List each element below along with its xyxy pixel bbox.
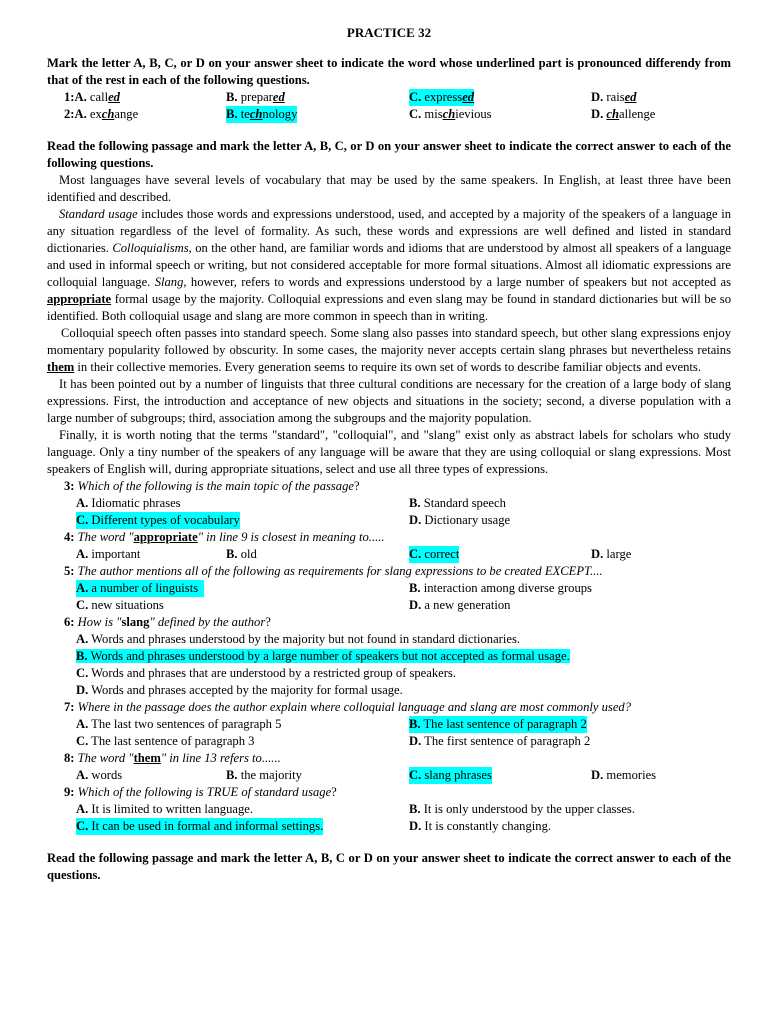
- q3-options-row1: A. Idiomatic phrases B. Standard speech: [76, 496, 506, 510]
- q5-answer-a: A. a number of linguists: [76, 580, 204, 597]
- paragraph-3: Colloquial speech often passes into standard speech. Some slang also passes into standard speech, but other slang expressions enjoy momentary popularity followed by obscurity. In some cases, the majority never accepts certain slang phrases but nevertheless retains them in their collective memories. Every generation seems to require its own set of words to describe familiar objects and events.: [47, 326, 731, 374]
- q9-options-row2: C. It can be used in formal and informal settings. D. It is constantly changing.: [76, 819, 552, 833]
- q2-number: 2:: [64, 107, 75, 121]
- paragraph-4: It has been pointed out by a number of linguists that three cultural conditions are necessary for the creation of a large body of slang expressions. First, the introduction and acceptance of new objects and situations in the society; second, a diverse population with a large number of subgroups; third, association among the subgroups and the majority population.: [47, 377, 731, 425]
- q8-options: A. words B. the majority C. slang phrases D. memories: [76, 768, 657, 782]
- q7-options-row2: C. The last sentence of paragraph 3 D. The first sentence of paragraph 2: [76, 734, 591, 748]
- question-5: 5: The author mentions all of the following as requirements for slang expressions to be created EXCEPT....: [64, 564, 603, 578]
- question-2: 2:A. exchange B. technology C. mischievious D. challenge: [64, 107, 656, 121]
- q6-answer-b: B. Words and phrases understood by a large number of speakers but not accepted as formal usage.: [76, 649, 570, 663]
- q6-option-b: [47, 648, 731, 665]
- question-4: 4: The word "appropriate" in line 9 is closest in meaning to.....: [64, 530, 385, 544]
- question-9: 9: Which of the following is TRUE of standard usage?: [64, 785, 337, 799]
- q6-option-d: D. Words and phrases accepted by the majority for formal usage.: [76, 683, 403, 697]
- q4-options: A. important B. old C. correct D. large: [76, 547, 632, 561]
- page-title: PRACTICE 32: [346, 25, 432, 40]
- q3-options-row2: C. Different types of vocabulary D. Dictionary usage: [76, 513, 511, 527]
- q4-answer-c: C. correct: [409, 547, 460, 561]
- q9-options-row1: A. It is limited to written language. B. It is only understood by the upper classes.: [76, 802, 635, 816]
- q1-answer-c: C. expressed: [409, 90, 475, 104]
- worksheet-page: [47, 20, 731, 884]
- q5-options-row2: C. new situations D. a new generation: [76, 598, 511, 612]
- q3-answer-c: C. Different types of vocabulary: [76, 513, 240, 527]
- paragraph-1: Most languages have several levels of vocabulary that may be used by the same speakers. In English, at least three have been identified and described.: [47, 173, 731, 204]
- q8-answer-c: C. slang phrases: [409, 768, 492, 782]
- paragraph-2: Standard usage includes those words and expressions understood, used, and accepted by a majority of the speakers of a language in any situation regardless of the level of formality. As such, these words and expressions are well defined and listed in standard dictionaries. Colloquialisms, on the other hand, are familiar words and idioms that are understood by almost all speakers of a language and used in informal speech or writing, but not considered acceptable for more formal situations. Almost all idiomatic expressions are colloquial language. Slang, however, refers to words and expressions understood by a large number of speakers but not accepted as appropriate formal usage by the majority. Colloquial expressions and even slang may be found in standard dictionaries but will be so identified. Both colloquial usage and slang are more common in speech than in writing.: [47, 207, 732, 323]
- q1-number: 1:: [64, 90, 75, 104]
- q9-answer-c: C. It can be used in formal and informal settings.: [76, 819, 324, 833]
- question-1: 1:A. called B. prepared C. expressed D. raised: [64, 90, 637, 104]
- section3-instruction: Read the following passage and mark the letter A, B, C or D on your answer sheet to indicate the correct answer to each of the questions.: [47, 851, 731, 882]
- question-8: 8: The word "them" in line 13 refers to......: [64, 751, 281, 765]
- q6-option-a: A. Words and phrases understood by the majority but not found in standard dictionaries.: [76, 632, 521, 646]
- section2-instruction: Read the following passage and mark the letter A, B, C, or D on your answer sheet to indicate the correct answer to each of the following questions.: [47, 139, 731, 170]
- section1-instruction: Mark the letter A, B, C, or D on your answer sheet to indicate the word whose underlined part is pronounced differendy from that of the rest in each of the following questions.: [47, 56, 731, 87]
- q7-answer-b: B. The last sentence of paragraph 2: [409, 717, 587, 731]
- q5-options-row1: A. a number of linguists B. interaction among diverse groups: [76, 581, 592, 595]
- question-3: 3: Which of the following is the main topic of the passage?: [64, 479, 360, 493]
- question-7: 7: Where in the passage does the author explain where colloquial language and slang are most commonly used?: [64, 700, 631, 714]
- q2-answer-b: B. technology: [226, 107, 298, 121]
- question-6: 6: How is "slang" defined by the author?: [64, 615, 271, 629]
- paragraph-5: Finally, it is worth noting that the terms "standard", "colloquial", and "slang" exist only as abstract labels for scholars who study language. Only a tiny number of the speakers of any language will be aware that they are using colloquial or slang expressions. Most speakers of English will, during appropriate situations, select and use all three types of expressions.: [47, 428, 731, 476]
- q7-options-row1: A. The last two sentences of paragraph 5 B. The last sentence of paragraph 2: [76, 717, 587, 731]
- q6-option-c: C. Words and phrases that are understood by a restricted group of speakers.: [76, 666, 456, 680]
